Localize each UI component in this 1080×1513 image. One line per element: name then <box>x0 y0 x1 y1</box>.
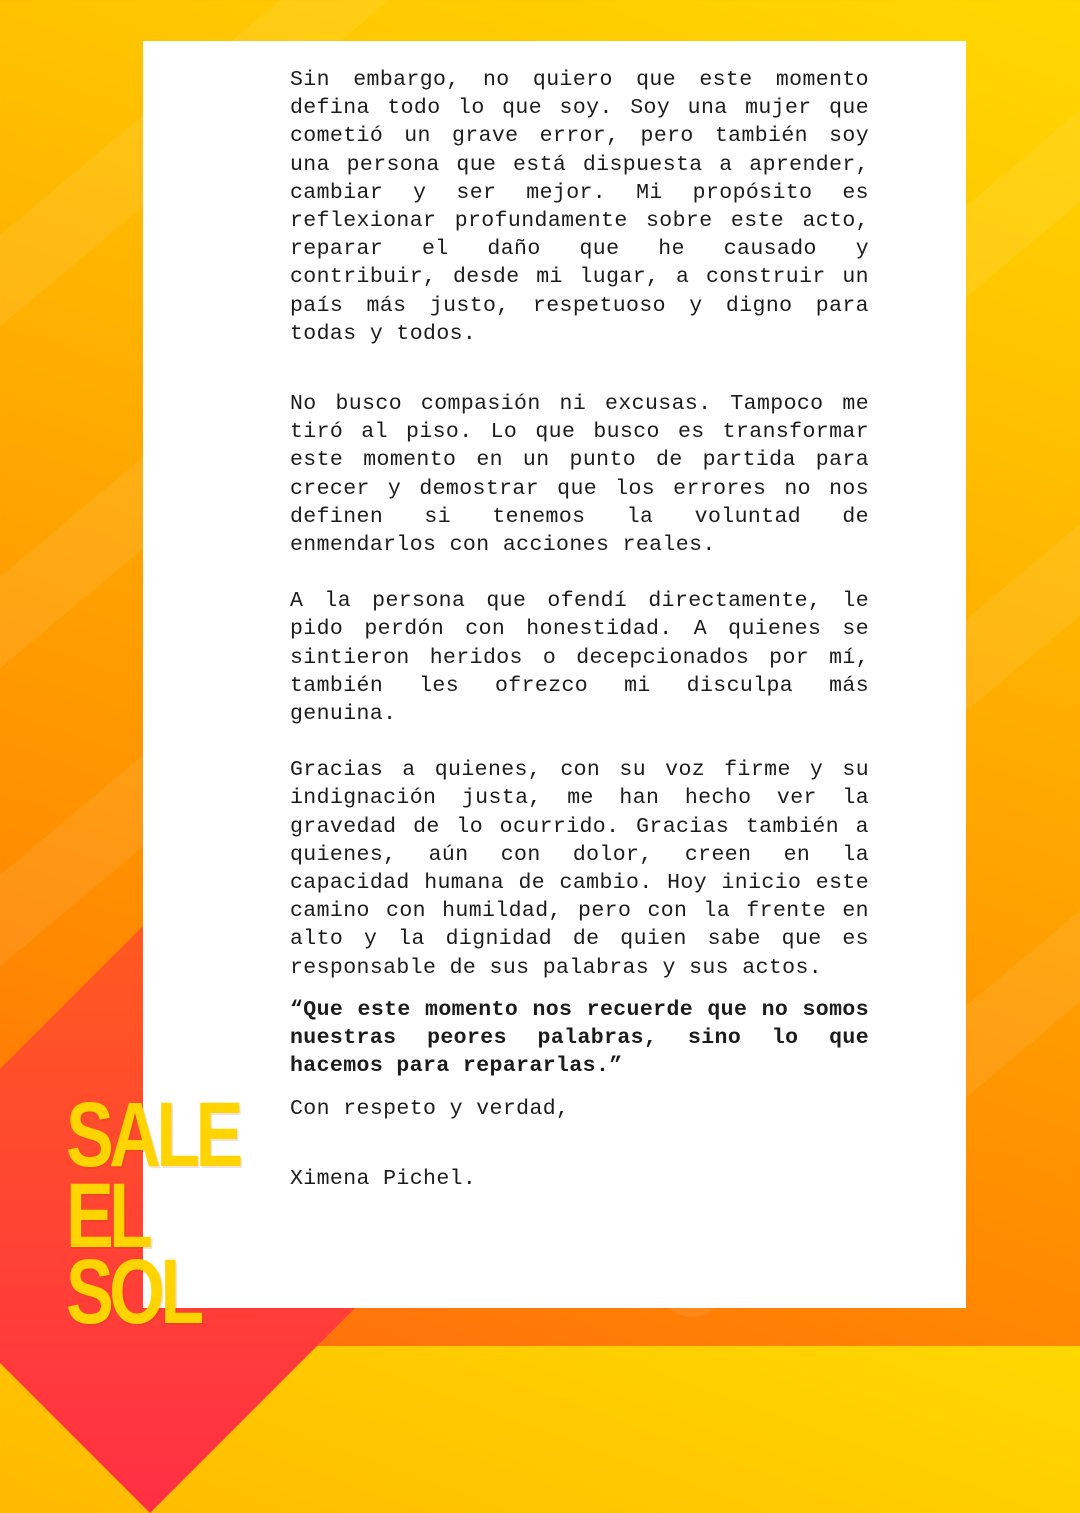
letter-quote: “Que este momento nos recuerde que no somos nuestras peores palabras, sino lo que hacemos para repararlas.” <box>290 997 869 1079</box>
letter-paragraph-4: Gracias a quienes, con su voz firme y su indignación justa, me han hecho ver la gravedad de lo ocurrido. Gracias también a quienes, aún con dolor, creen en la capacidad humana de cambio. Hoy inicio este camino con humildad, pero con la frente en alto y la dignidad de quien sabe que es responsable de sus palabras y sus actos. <box>290 758 869 980</box>
logo-line-1: SALE <box>66 1084 239 1186</box>
letter-signature: Ximena Pichel. <box>290 1166 477 1191</box>
letter-content <box>290 66 869 1193</box>
letter-paragraph-2: No busco compasión ni excusas. Tampoco me tiró al piso. Lo que busco es transformar este momento en un punto de partida para crecer y demostrar que los errores no nos definen si tenemos la voluntad de enmendarlos con acciones reales. <box>290 392 869 558</box>
sale-el-sol-logo <box>66 1084 276 1343</box>
letter-paragraph-1: Sin embargo, no quiero que este momento defina todo lo que soy. Soy una mujer que cometió un grave error, pero también soy una persona que está dispuesta a aprender, cambiar y ser mejor. Mi propósito es reflexionar profundamente sobre este acto, reparar el daño que he causado y contribuir, desde mi lugar, a construir un país más justo, respetuoso y digno para todas y todos. <box>290 68 869 346</box>
letter-paragraph-3: A la persona que ofendí directamente, le pido perdón con honestidad. A quienes se sintieron heridos o decepcionados por mí, también les ofrezco mi disculpa más genuina. <box>290 589 869 727</box>
letter-closing: Con respeto y verdad, <box>290 1096 570 1121</box>
logo-line-2: EL SOL <box>66 1165 200 1343</box>
